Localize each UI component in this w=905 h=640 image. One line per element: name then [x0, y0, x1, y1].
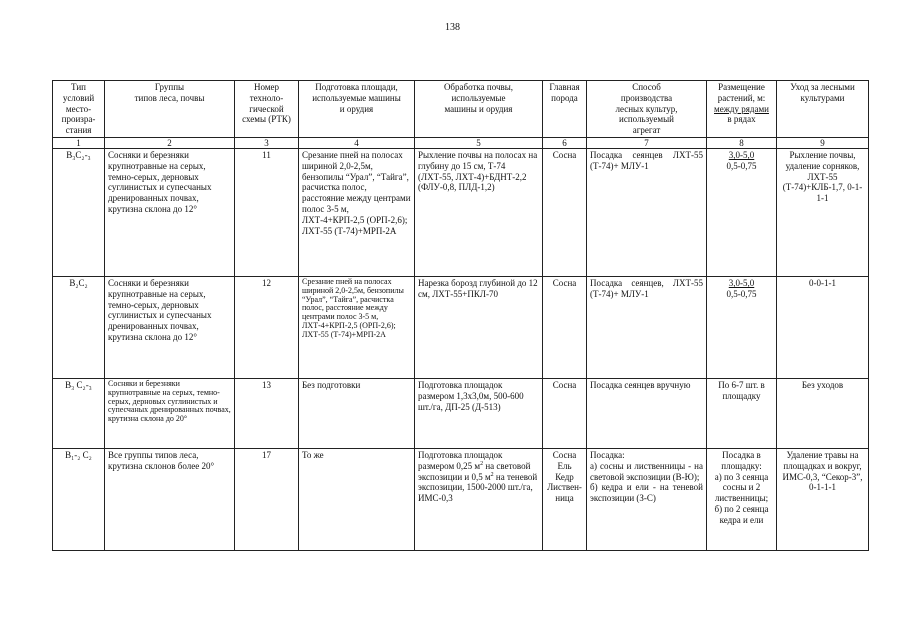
column-number: 9: [777, 137, 869, 148]
column-number: 4: [299, 137, 415, 148]
header-care: Уход за лесными культурами: [777, 81, 869, 138]
soil-treatment-cell: Рыхление почвы на полосах на глубину до 15 см, Т-74 (ЛХТ-55, ЛХТ-4)+БДНТ-2,2 (ФЛУ-0,8, ПЛД-1,2): [415, 148, 543, 276]
squared-mark: 2: [480, 460, 484, 467]
placement-cell: [707, 148, 777, 276]
forest-groups-cell: Все группы типов леса, крутизна склонов более 20°: [105, 448, 235, 550]
care-cell: 0-0-1-1: [777, 276, 869, 378]
planting-method-cell: Посадка сеянцев, ЛХТ-55 (Т-74)+ МЛУ-1: [587, 276, 707, 378]
site-preparation-cell: То же: [299, 448, 415, 550]
header-placement-label: Размещение растений, м:: [717, 82, 766, 103]
care-cell: Удаление травы на площадках и вокруг, ИМС-0,3, “Секор-3”, 0-1-1-1: [777, 448, 869, 550]
placement-cell: [707, 276, 777, 378]
placement-cell: Посадка в площадку: а) по 3 сеянца сосны и 2 лиственницы; б) по 2 сеянца кедра и ели: [707, 448, 777, 550]
table-row: [53, 148, 869, 276]
site-preparation-cell: Срезание пней на полосах шириной 2,0-2,5м, бензопилы “Урал”, “Тайга”, расчистка полос, расстояние между центрами полос 3-5 м, ЛХТ-4+КРП-2,5 (ОРП-2,6); ЛХТ-55 (Т-74)+МРП-2А: [299, 148, 415, 276]
care-cell: Рыхление почвы, удаление сорняков, ЛХТ-55 (Т-74)+КЛБ-1,7, 0-1-1-1: [777, 148, 869, 276]
column-number: 1: [53, 137, 105, 148]
main-species-cell: Сосна Ель Кедр Листвен- ница: [543, 448, 587, 550]
placement-cell: По 6-7 шт. в площадку: [707, 378, 777, 448]
rtk-cell: 17: [235, 448, 299, 550]
site-type-cell: В₂С₂: [53, 276, 105, 378]
placement-in-rows: 0,5-0,75: [726, 160, 757, 171]
squared-mark: 2: [490, 471, 494, 478]
header-rtk-number: Номер техноло- гической схемы (РТК): [235, 81, 299, 138]
column-number: 5: [415, 137, 543, 148]
table-row: [53, 276, 869, 378]
placement-between-rows: 3,0-5,0: [728, 277, 755, 288]
soil-treatment-cell: Нарезка борозд глубиной до 12 см, ЛХТ-55+ПКЛ-70: [415, 276, 543, 378]
header-planting-method: Способ производства лесных культур, используемый агрегат: [587, 81, 707, 138]
header-placement: [707, 81, 777, 138]
site-type-cell: В₁-₂ С₂: [53, 448, 105, 550]
forest-culture-table: [52, 80, 869, 551]
soil-treatment-cell: Подготовка площадок размером 1,3х3,0м, 500-600 шт./га, ДП-25 (Д-513): [415, 378, 543, 448]
column-number: 3: [235, 137, 299, 148]
care-cell: Без уходов: [777, 378, 869, 448]
column-number: 6: [543, 137, 587, 148]
header-forest-groups: Группы типов леса, почвы: [105, 81, 235, 138]
column-number-row: [53, 137, 869, 148]
main-species-cell: Сосна: [543, 276, 587, 378]
header-site-type: Тип условий место- произра- стания: [53, 81, 105, 138]
header-main-species: Главная порода: [543, 81, 587, 138]
column-number: 7: [587, 137, 707, 148]
placement-in-rows: 0,5-0,75: [726, 288, 757, 299]
page-number: 138: [445, 22, 460, 33]
header-site-preparation: Подготовка площади, используемые машины и орудия: [299, 81, 415, 138]
planting-method-cell: Посадка: а) сосны и лиственницы - на световой экспозиции (В-Ю); б) кедра и ели - на теневой экспозиции (З-С): [587, 448, 707, 550]
main-species-cell: Сосна: [543, 378, 587, 448]
planting-method-cell: Посадка сеянцев ЛХТ-55 (Т-74)+ МЛУ-1: [587, 148, 707, 276]
table-row: [53, 378, 869, 448]
forest-groups-cell: Сосняки и березняки крупнотравные на серых, темно-серых, дерновых суглинистых и супесчаных дренированных почвах, крутизна склона до 12°: [105, 148, 235, 276]
main-species-cell: Сосна: [543, 148, 587, 276]
forest-groups-cell: Сосняки и березняки крупнотравные на серых, темно-серых, дерновых суглинистых и супесчаных дренированных почвах, крутизна склона до 20°: [105, 378, 235, 448]
rtk-cell: 11: [235, 148, 299, 276]
header-soil-treatment: Обработка почвы, используемые машины и орудия: [415, 81, 543, 138]
soil-text-b: на световой экспозиции и 0,5 м: [418, 460, 531, 482]
header-row: [53, 81, 869, 138]
forest-groups-cell: Сосняки и березняки крупнотравные на серых, темно-серых, дерновых суглинистых и супесчаных дренированных почвах, крутизна склона до 12°: [105, 276, 235, 378]
site-type-cell: В₃С₂-₃: [53, 148, 105, 276]
rtk-cell: 13: [235, 378, 299, 448]
table-row: [53, 448, 869, 550]
column-number: 8: [707, 137, 777, 148]
soil-text-a: Подготовка площадок размером 0,25 м: [418, 449, 503, 471]
soil-text-c: на теневой экспозиции, 1500-2000 шт./га, ИМС-0,3: [418, 471, 538, 504]
planting-method-cell: Посадка сеянцев вручную: [587, 378, 707, 448]
soil-treatment-cell: [415, 448, 543, 550]
column-number: 2: [105, 137, 235, 148]
header-placement-in-rows: в рядах: [727, 114, 756, 125]
header-placement-between-rows: между рядами: [714, 103, 769, 114]
site-preparation-cell: Срезание пней на полосах шириной 2,0-2,5м, бензопилы “Урал”, “Тайга”, расчистка полос, расстояние между центрами полос 3-5 м, ЛХТ-4+КРП-2,5 (ОРП-2,6); ЛХТ-55 (Т-74)+МРП-2А: [299, 276, 415, 378]
site-preparation-cell: Без подготовки: [299, 378, 415, 448]
rtk-cell: 12: [235, 276, 299, 378]
site-type-cell: В₃ С₂-₃: [53, 378, 105, 448]
placement-between-rows: 3,0-5,0: [728, 149, 755, 160]
